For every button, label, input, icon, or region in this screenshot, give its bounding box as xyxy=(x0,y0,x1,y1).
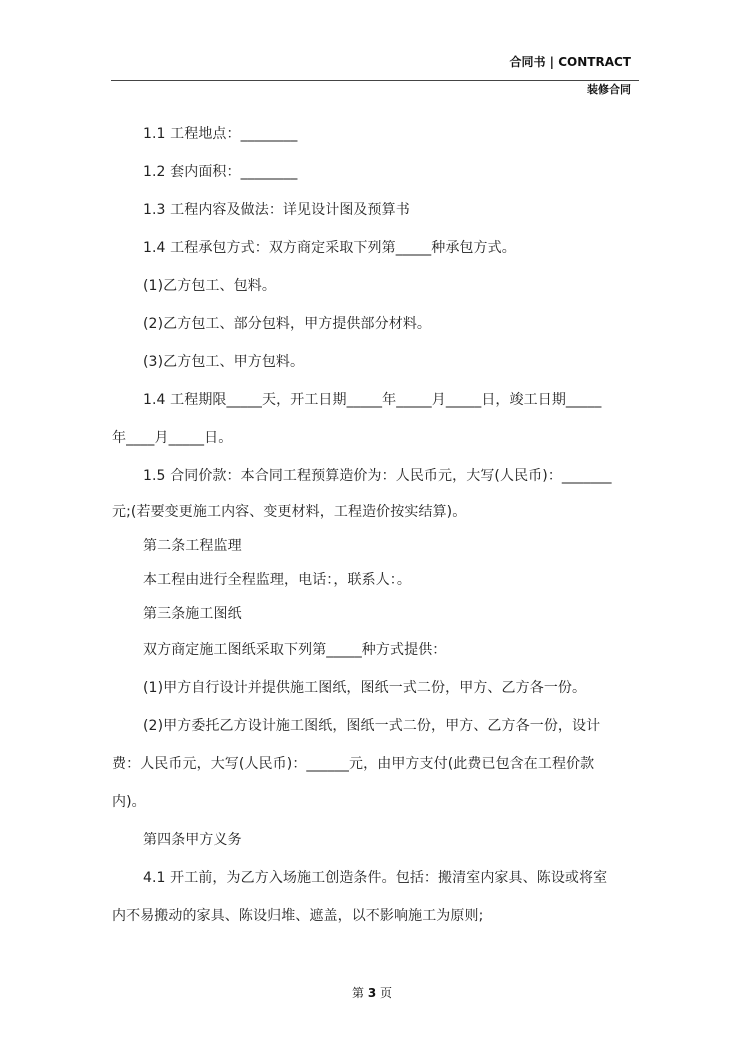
footer-suffix: 页 xyxy=(380,986,393,1000)
section-3-body: 双方商定施工图纸采取下列第_____种方式提供： xyxy=(143,642,447,658)
clause-1-5-price-cont: 元;(若要变更施工内容、变更材料，工程造价按实结算)。 xyxy=(112,504,467,520)
clause-4-1: 4.1 开工前，为乙方入场施工创造条件。包括：搬清室内家具、陈设或将室 xyxy=(143,870,608,886)
clause-1-2: 1.2 套内面积：________ xyxy=(143,164,298,180)
drawing-option-2-end: 内)。 xyxy=(112,794,146,810)
section-4-heading: 第四条甲方义务 xyxy=(143,832,242,848)
document-body xyxy=(112,115,632,935)
clause-1-4-duration-cont: 年____月_____日。 xyxy=(112,430,233,446)
header-subtitle: 装修合同 xyxy=(587,83,631,96)
drawing-option-2: (2)甲方委托乙方设计施工图纸，图纸一式二份，甲方、乙方各一份，设计 xyxy=(143,718,601,734)
clause-1-4-duration: 1.4 工程期限_____天，开工日期_____年_____月_____日，竣工日期_____ xyxy=(143,392,602,408)
drawing-option-1: (1)甲方自行设计并提供施工图纸，图纸一式二份，甲方、乙方各一份。 xyxy=(143,680,587,696)
section-3-heading: 第三条施工图纸 xyxy=(143,606,242,622)
section-2-body: 本工程由进行全程监理，电话：，联系人：。 xyxy=(143,572,411,588)
header-title: 合同书 | CONTRACT xyxy=(509,55,631,69)
option-3: (3)乙方包工、甲方包料。 xyxy=(143,354,305,370)
clause-4-1-cont: 内不易搬动的家具、陈设归堆、遮盖，以不影响施工为原则; xyxy=(112,908,484,924)
header-divider xyxy=(111,80,639,81)
section-2-heading: 第二条工程监理 xyxy=(143,538,242,554)
option-1: (1)乙方包工、包料。 xyxy=(143,278,276,294)
clause-1-4-contract-mode: 1.4 工程承包方式：双方商定采取下列第_____种承包方式。 xyxy=(143,240,516,256)
page-number: 3 xyxy=(367,986,377,1000)
clause-1-1: 1.1 工程地点：________ xyxy=(143,126,298,142)
clause-1-3: 1.3 工程内容及做法：详见设计图及预算书 xyxy=(143,202,410,218)
option-2: (2)乙方包工、部分包料，甲方提供部分材料。 xyxy=(143,316,432,332)
footer-prefix: 第 xyxy=(351,986,364,1000)
clause-1-5-price: 1.5 合同价款：本合同工程预算造价为：人民币元，大写(人民币)：_______ xyxy=(143,468,612,484)
drawing-option-2-cont: 费：人民币元，大写(人民币)：______元，由甲方支付(此费已包含在工程价款 xyxy=(112,756,595,772)
page-footer xyxy=(0,984,744,1001)
